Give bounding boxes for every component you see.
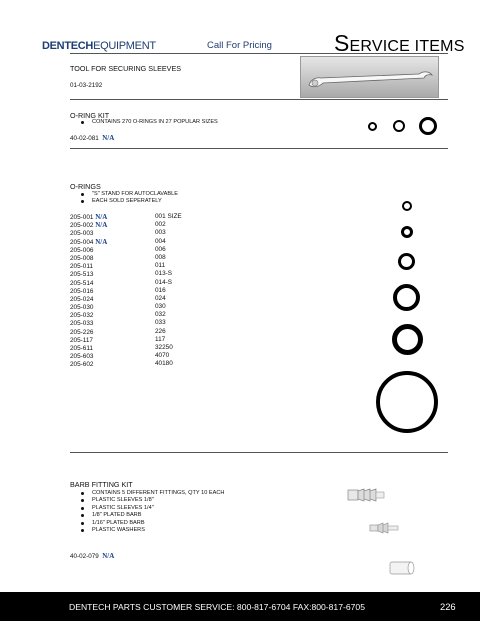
page-title-rest: ERVICE ITEMS — [349, 38, 465, 55]
part-number: 205-030 — [70, 304, 94, 312]
oring-kit-ring-small — [368, 122, 377, 131]
oring-kit-part — [70, 134, 114, 142]
part-number: 205-611 — [70, 345, 93, 352]
size: 001 SIZE — [155, 213, 182, 220]
size: 226 — [155, 327, 166, 335]
orings-notes — [70, 191, 300, 206]
call-for-pricing: Call For Pricing — [207, 40, 272, 51]
page-number: 226 — [440, 601, 456, 612]
orings-title: O-RINGS — [70, 182, 101, 191]
plastic-sleeve-icon — [387, 559, 417, 577]
table-row — [70, 303, 210, 311]
part-number: 205-603 — [70, 353, 94, 361]
oring-kit-status: N/A — [102, 134, 115, 142]
footer-bar — [0, 592, 480, 621]
part-number: 205-513 — [70, 271, 94, 279]
section-divider-3 — [70, 452, 448, 453]
size: 011 — [155, 262, 166, 270]
oring-illustration-2 — [401, 226, 413, 238]
page-title-initial: S — [334, 30, 350, 56]
size: 117 — [155, 335, 166, 343]
table-row — [70, 352, 210, 360]
part-number: 205-033 — [70, 320, 94, 328]
size: 024 — [155, 294, 166, 302]
part-number: 205-008 — [70, 254, 94, 262]
size: 016 — [155, 286, 166, 294]
barb-kit-part-number: 40-02-079 — [70, 553, 99, 560]
oring-illustration-1 — [402, 201, 412, 211]
orings-note: "S" STAND FOR AUTOCLAVABLE — [70, 191, 300, 198]
status: N/A — [95, 213, 108, 221]
logo-light-text: EQUIPMENT — [93, 40, 156, 52]
table-row — [70, 213, 210, 221]
table-row — [70, 328, 210, 336]
table-row — [70, 238, 210, 246]
tool-part-number: 01-03-2192 — [70, 82, 103, 89]
oring-kit-title: O-RING KIT — [70, 111, 110, 120]
size: 033 — [155, 319, 166, 327]
barb-kit-bullet: CONTAINS 5 DIFFERENT FITTINGS, QTY 10 EACH — [70, 490, 330, 497]
oring-kit-bullets — [70, 119, 300, 126]
oring-illustration-6 — [376, 371, 438, 433]
status: N/A — [95, 237, 108, 246]
size: 004 — [155, 237, 166, 245]
plated-barb-icon — [368, 520, 402, 536]
table-row — [70, 254, 210, 262]
size: 4070 — [155, 352, 170, 360]
tool-title: TOOL FOR SECURING SLEEVES — [70, 64, 182, 73]
orings-table — [70, 213, 210, 369]
barb-kit-bullet: 1/16" PLATED BARB — [70, 520, 330, 527]
table-row — [70, 295, 210, 303]
barb-kit-title: BARB FITTING KIT — [70, 480, 133, 489]
logo-bold-text: DENTECH — [42, 40, 94, 52]
part-number: 205-024 — [70, 295, 94, 303]
part-number: 205-514 — [70, 279, 94, 287]
part-number: 205-003 — [70, 230, 94, 238]
part-number: 205-006 — [70, 246, 94, 254]
part-number: 205-001 — [70, 214, 94, 221]
table-row — [70, 287, 210, 295]
size: 006 — [155, 245, 166, 253]
table-row — [70, 311, 210, 319]
size: 014-S — [155, 278, 173, 286]
part-number: 205-002 — [70, 222, 94, 230]
header-divider — [70, 53, 448, 54]
wrench-tool-icon — [301, 57, 438, 97]
tool-photo — [300, 56, 439, 98]
part-number: 205-011 — [70, 263, 93, 271]
size: 008 — [155, 253, 166, 261]
size: 40180 — [155, 360, 173, 368]
part-number: 205-602 — [70, 361, 94, 369]
table-row — [70, 246, 210, 254]
size: 030 — [155, 303, 166, 311]
section-divider-1 — [70, 99, 448, 100]
barb-kit-bullet: PLASTIC SLEEVES 1/8" — [70, 497, 330, 504]
barb-kit-status: N/A — [102, 552, 115, 560]
size: 003 — [155, 229, 166, 237]
size: 32250 — [155, 344, 173, 351]
table-row — [70, 262, 210, 270]
table-row — [70, 336, 210, 344]
oring-illustration-4 — [393, 284, 420, 311]
section-divider-2 — [70, 148, 448, 149]
table-row — [70, 360, 210, 368]
barb-kit-bullets — [70, 490, 330, 534]
orings-note: EACH SOLD SEPERATELY — [70, 198, 300, 205]
brand-logo — [42, 40, 156, 52]
status: N/A — [95, 221, 108, 230]
footer-contact: DENTECH PARTS CUSTOMER SERVICE: 800-817-6704 FAX:800-817-6705 — [69, 602, 365, 612]
oring-kit-ring-medium — [393, 120, 405, 132]
part-number: 205-016 — [70, 287, 94, 295]
barb-kit-bullet: PLASTIC SLEEVES 1/4" — [70, 505, 330, 512]
barb-kit-part — [70, 552, 114, 560]
table-row — [70, 279, 210, 287]
part-number: 205-226 — [70, 328, 94, 336]
barb-kit-bullet: 1/8" PLATED BARB — [70, 512, 330, 519]
barb-fitting-icon — [346, 486, 386, 504]
part-number: 205-117 — [70, 336, 93, 344]
table-row — [70, 270, 210, 278]
part-number: 205-032 — [70, 312, 94, 320]
table-row — [70, 229, 210, 237]
barb-kit-bullet: PLASTIC WASHERS — [70, 527, 330, 534]
table-row — [70, 221, 210, 229]
size: 032 — [155, 311, 166, 319]
oring-kit-part-number: 40-02-081 — [70, 135, 99, 142]
oring-illustration-5 — [392, 324, 423, 355]
size: 002 — [155, 221, 166, 229]
table-row — [70, 319, 210, 327]
size: 013-S — [155, 270, 173, 278]
table-row — [70, 344, 210, 352]
oring-kit-ring-large — [419, 117, 437, 135]
oring-illustration-3 — [398, 253, 415, 270]
part-number: 205-004 — [70, 238, 94, 246]
oring-kit-bullet: CONTAINS 270 O-RINGS IN 27 POPULAR SIZES — [70, 119, 300, 126]
